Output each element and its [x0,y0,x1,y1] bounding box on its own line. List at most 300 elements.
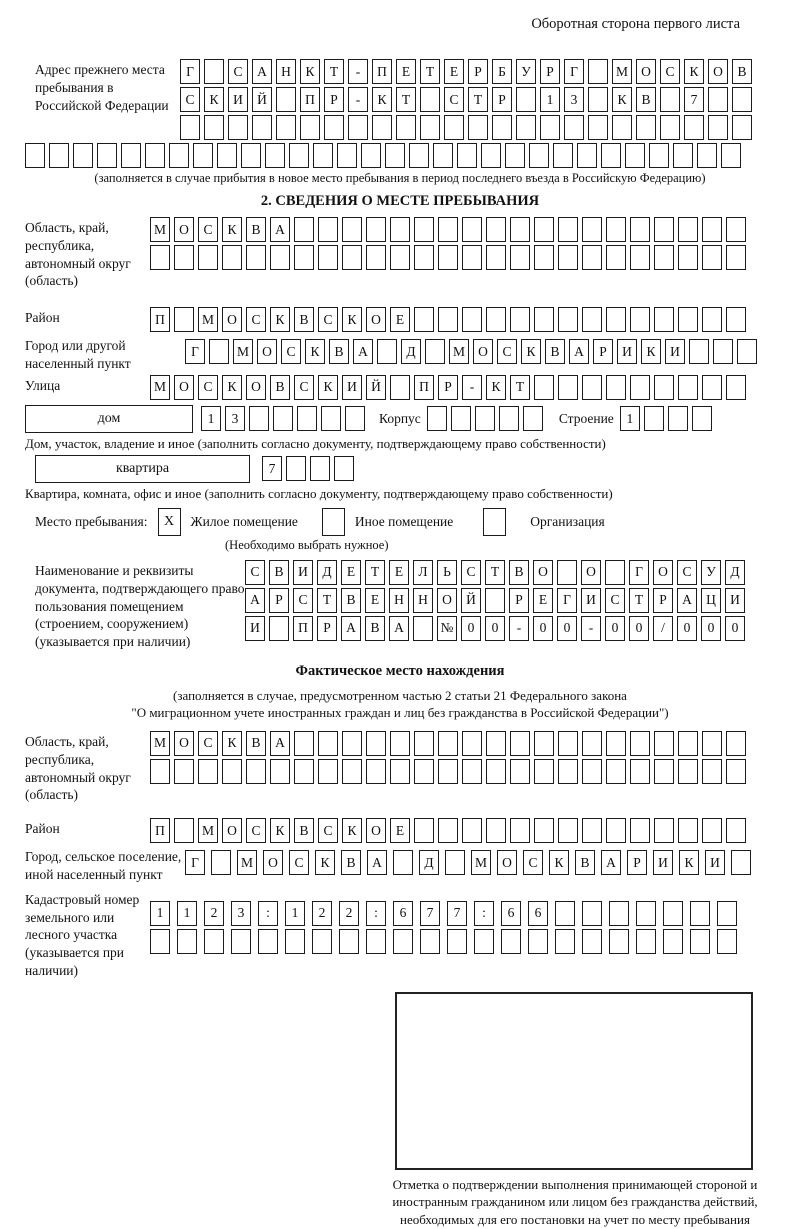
char-box[interactable]: Г [180,59,200,84]
char-box[interactable]: 1 [177,901,197,926]
char-box[interactable] [588,115,608,140]
char-box[interactable] [339,929,359,954]
char-box[interactable] [726,818,746,843]
char-box[interactable] [342,245,362,270]
char-box[interactable]: Е [390,307,410,332]
char-box[interactable] [169,143,189,168]
char-box[interactable]: В [509,560,529,585]
char-box[interactable]: Е [444,59,464,84]
char-box[interactable] [654,818,674,843]
char-box[interactable]: К [222,731,242,756]
char-box[interactable]: 7 [684,87,704,112]
char-box[interactable] [409,143,429,168]
char-box[interactable] [438,759,458,784]
char-box[interactable]: В [732,59,752,84]
char-box[interactable] [505,143,525,168]
char-box[interactable] [438,307,458,332]
char-box[interactable] [654,217,674,242]
char-box[interactable] [231,929,251,954]
char-box[interactable]: К [612,87,632,112]
char-box[interactable]: С [677,560,697,585]
char-box[interactable]: Н [389,588,409,613]
char-box[interactable] [481,143,501,168]
char-box[interactable] [286,456,306,481]
char-box[interactable] [630,759,650,784]
char-box[interactable] [177,929,197,954]
char-box[interactable]: К [315,850,335,875]
char-box[interactable] [414,759,434,784]
char-box[interactable]: С [318,818,338,843]
char-box[interactable]: Р [653,588,673,613]
char-box[interactable]: С [497,339,517,364]
char-box[interactable]: С [245,560,265,585]
checkbox-inoe[interactable] [322,508,345,536]
char-box[interactable]: О [257,339,277,364]
char-box[interactable] [492,115,512,140]
char-box[interactable] [390,759,410,784]
char-box[interactable] [276,87,296,112]
char-box[interactable]: О [636,59,656,84]
char-box[interactable] [414,307,434,332]
char-box[interactable] [726,217,746,242]
char-box[interactable] [644,406,664,431]
char-box[interactable] [630,245,650,270]
char-box[interactable] [150,929,170,954]
char-box[interactable]: И [581,588,601,613]
char-box[interactable] [390,217,410,242]
char-box[interactable]: 1 [150,901,170,926]
char-box[interactable]: 0 [629,616,649,641]
char-box[interactable]: О [263,850,283,875]
char-box[interactable] [462,731,482,756]
char-box[interactable] [606,245,626,270]
char-box[interactable]: О [174,375,194,400]
char-box[interactable] [717,901,737,926]
char-box[interactable] [690,929,710,954]
char-box[interactable]: Р [509,588,529,613]
char-box[interactable] [348,115,368,140]
char-box[interactable]: К [521,339,541,364]
char-box[interactable] [252,115,272,140]
char-box[interactable]: К [270,818,290,843]
char-box[interactable] [312,929,332,954]
char-box[interactable] [366,217,386,242]
char-box[interactable] [516,87,536,112]
char-box[interactable]: Н [413,588,433,613]
char-box[interactable] [318,245,338,270]
char-box[interactable]: К [342,307,362,332]
char-box[interactable]: В [329,339,349,364]
char-box[interactable] [726,731,746,756]
char-box[interactable] [318,759,338,784]
char-box[interactable] [313,143,333,168]
char-box[interactable]: В [294,307,314,332]
char-box[interactable] [726,307,746,332]
char-box[interactable] [678,759,698,784]
char-box[interactable] [558,217,578,242]
char-box[interactable] [427,406,447,431]
char-box[interactable]: Е [390,818,410,843]
char-box[interactable] [501,929,521,954]
char-box[interactable] [433,143,453,168]
char-box[interactable] [702,759,722,784]
char-box[interactable] [462,245,482,270]
char-box[interactable]: О [708,59,728,84]
char-box[interactable]: О [222,307,242,332]
char-box[interactable] [174,818,194,843]
char-box[interactable]: Т [629,588,649,613]
char-box[interactable] [702,818,722,843]
char-box[interactable]: М [471,850,491,875]
char-box[interactable] [605,560,625,585]
char-box[interactable] [377,339,397,364]
char-box[interactable] [726,245,746,270]
char-box[interactable]: С [605,588,625,613]
char-box[interactable]: Р [438,375,458,400]
char-box[interactable]: 3 [231,901,251,926]
char-box[interactable] [528,929,548,954]
char-box[interactable] [294,245,314,270]
char-box[interactable] [690,901,710,926]
char-box[interactable] [438,217,458,242]
char-box[interactable] [609,929,629,954]
char-box[interactable] [534,217,554,242]
char-box[interactable]: В [341,850,361,875]
char-box[interactable]: Т [485,560,505,585]
char-box[interactable] [510,245,530,270]
char-box[interactable]: И [705,850,725,875]
char-box[interactable]: П [150,818,170,843]
char-box[interactable]: С [294,375,314,400]
char-box[interactable] [534,375,554,400]
char-box[interactable] [342,217,362,242]
char-box[interactable]: В [545,339,565,364]
char-box[interactable]: 1 [620,406,640,431]
char-box[interactable]: И [653,850,673,875]
char-box[interactable]: О [437,588,457,613]
char-box[interactable]: П [414,375,434,400]
char-box[interactable]: - [348,59,368,84]
char-box[interactable]: С [198,375,218,400]
char-box[interactable] [198,245,218,270]
char-box[interactable] [582,375,602,400]
char-box[interactable] [73,143,93,168]
char-box[interactable]: А [569,339,589,364]
char-box[interactable]: В [341,588,361,613]
char-box[interactable] [630,818,650,843]
char-box[interactable] [717,929,737,954]
char-box[interactable]: 2 [339,901,359,926]
char-box[interactable]: 6 [528,901,548,926]
char-box[interactable]: 0 [605,616,625,641]
char-box[interactable]: М [237,850,257,875]
char-box[interactable] [486,307,506,332]
char-box[interactable] [557,560,577,585]
char-box[interactable]: У [701,560,721,585]
char-box[interactable] [708,115,728,140]
char-box[interactable] [241,143,261,168]
char-box[interactable]: К [641,339,661,364]
char-box[interactable]: С [523,850,543,875]
char-box[interactable]: Ь [437,560,457,585]
char-box[interactable] [606,731,626,756]
char-box[interactable] [97,143,117,168]
char-box[interactable] [270,245,290,270]
char-box[interactable] [486,245,506,270]
char-box[interactable]: И [245,616,265,641]
char-box[interactable]: К [679,850,699,875]
char-box[interactable] [588,87,608,112]
char-box[interactable]: Р [540,59,560,84]
char-box[interactable] [447,929,467,954]
char-box[interactable] [294,217,314,242]
char-box[interactable] [445,850,465,875]
char-box[interactable] [553,143,573,168]
char-box[interactable]: Р [317,616,337,641]
char-box[interactable]: Е [389,560,409,585]
char-box[interactable] [654,245,674,270]
char-box[interactable] [606,375,626,400]
char-box[interactable]: Н [276,59,296,84]
char-box[interactable] [121,143,141,168]
char-box[interactable]: П [293,616,313,641]
char-box[interactable] [211,850,231,875]
char-box[interactable]: В [269,560,289,585]
char-box[interactable]: / [653,616,673,641]
char-box[interactable] [606,307,626,332]
checkbox-zhiloe[interactable]: X [158,508,181,536]
char-box[interactable]: Т [324,59,344,84]
char-box[interactable] [499,406,519,431]
char-box[interactable] [689,339,709,364]
char-box[interactable] [510,731,530,756]
char-box[interactable]: С [281,339,301,364]
char-box[interactable]: Г [557,588,577,613]
char-box[interactable] [582,818,602,843]
char-box[interactable]: К [305,339,325,364]
char-box[interactable] [558,731,578,756]
char-box[interactable]: С [660,59,680,84]
char-box[interactable]: С [293,588,313,613]
char-box[interactable]: - [581,616,601,641]
char-box[interactable] [345,406,365,431]
char-box[interactable]: К [549,850,569,875]
char-box[interactable] [393,929,413,954]
char-box[interactable] [222,759,242,784]
char-box[interactable] [385,143,405,168]
char-box[interactable] [582,731,602,756]
char-box[interactable] [582,901,602,926]
char-box[interactable] [414,731,434,756]
char-box[interactable] [555,901,575,926]
char-box[interactable]: 1 [285,901,305,926]
char-box[interactable] [534,818,554,843]
char-box[interactable]: Л [413,560,433,585]
char-box[interactable] [49,143,69,168]
char-box[interactable] [582,217,602,242]
char-box[interactable] [150,759,170,784]
char-box[interactable] [630,217,650,242]
char-box[interactable]: : [258,901,278,926]
char-box[interactable]: В [294,818,314,843]
char-box[interactable]: № [437,616,457,641]
char-box[interactable]: Р [593,339,613,364]
char-box[interactable]: 3 [225,406,245,431]
char-box[interactable] [630,731,650,756]
char-box[interactable]: А [601,850,621,875]
char-box[interactable]: 3 [564,87,584,112]
char-box[interactable]: В [270,375,290,400]
char-box[interactable] [534,245,554,270]
char-box[interactable] [462,307,482,332]
char-box[interactable]: 0 [701,616,721,641]
char-box[interactable] [372,115,392,140]
char-box[interactable] [721,143,741,168]
char-box[interactable] [516,115,536,140]
char-box[interactable] [678,217,698,242]
char-box[interactable]: Р [269,588,289,613]
char-box[interactable] [204,929,224,954]
char-box[interactable]: И [665,339,685,364]
char-box[interactable] [265,143,285,168]
char-box[interactable]: 0 [677,616,697,641]
char-box[interactable]: А [270,217,290,242]
char-box[interactable] [285,929,305,954]
char-box[interactable]: М [449,339,469,364]
char-box[interactable]: О [581,560,601,585]
char-box[interactable]: А [677,588,697,613]
char-box[interactable]: К [204,87,224,112]
char-box[interactable] [486,217,506,242]
char-box[interactable] [726,375,746,400]
char-box[interactable]: : [366,901,386,926]
char-box[interactable] [25,143,45,168]
char-box[interactable]: А [389,616,409,641]
char-box[interactable] [249,406,269,431]
char-box[interactable] [366,929,386,954]
char-box[interactable] [510,217,530,242]
char-box[interactable]: 0 [533,616,553,641]
char-box[interactable] [324,115,344,140]
char-box[interactable] [684,115,704,140]
char-box[interactable]: 7 [420,901,440,926]
char-box[interactable] [258,929,278,954]
char-box[interactable] [732,87,752,112]
char-box[interactable] [678,818,698,843]
char-box[interactable]: С [180,87,200,112]
char-box[interactable]: 0 [557,616,577,641]
char-box[interactable] [636,901,656,926]
char-box[interactable] [540,115,560,140]
kvartira-widebox[interactable]: квартира [35,455,250,483]
char-box[interactable]: И [228,87,248,112]
char-box[interactable]: С [444,87,464,112]
char-box[interactable]: Р [324,87,344,112]
char-box[interactable] [337,143,357,168]
char-box[interactable]: П [372,59,392,84]
char-box[interactable]: Е [533,588,553,613]
char-box[interactable]: Т [317,588,337,613]
char-box[interactable] [246,759,266,784]
char-box[interactable] [668,406,688,431]
char-box[interactable] [702,307,722,332]
char-box[interactable] [630,375,650,400]
char-box[interactable] [673,143,693,168]
char-box[interactable] [609,901,629,926]
char-box[interactable] [342,731,362,756]
char-box[interactable] [692,406,712,431]
char-box[interactable]: И [342,375,362,400]
char-box[interactable]: 2 [312,901,332,926]
char-box[interactable]: 6 [393,901,413,926]
char-box[interactable] [310,456,330,481]
char-box[interactable] [425,339,445,364]
char-box[interactable]: П [150,307,170,332]
char-box[interactable]: Г [185,850,205,875]
char-box[interactable] [297,406,317,431]
char-box[interactable]: В [246,731,266,756]
char-box[interactable] [150,245,170,270]
char-box[interactable] [606,759,626,784]
char-box[interactable] [534,307,554,332]
char-box[interactable] [678,245,698,270]
char-box[interactable]: Г [185,339,205,364]
char-box[interactable] [457,143,477,168]
char-box[interactable] [462,759,482,784]
char-box[interactable] [145,143,165,168]
char-box[interactable] [654,375,674,400]
char-box[interactable] [732,115,752,140]
char-box[interactable] [697,143,717,168]
char-box[interactable]: А [353,339,373,364]
char-box[interactable] [737,339,757,364]
checkbox-organizatsiya[interactable] [483,508,506,536]
char-box[interactable] [438,818,458,843]
dom-widebox[interactable]: дом [25,405,193,433]
char-box[interactable] [318,217,338,242]
char-box[interactable]: О [222,818,242,843]
char-box[interactable]: В [636,87,656,112]
char-box[interactable]: Д [401,339,421,364]
char-box[interactable] [462,818,482,843]
char-box[interactable]: С [318,307,338,332]
char-box[interactable] [276,115,296,140]
char-box[interactable] [577,143,597,168]
char-box[interactable] [649,143,669,168]
char-box[interactable] [246,245,266,270]
char-box[interactable] [361,143,381,168]
char-box[interactable]: В [246,217,266,242]
char-box[interactable] [174,759,194,784]
char-box[interactable]: К [222,217,242,242]
char-box[interactable]: Е [341,560,361,585]
char-box[interactable] [420,115,440,140]
char-box[interactable] [420,929,440,954]
char-box[interactable] [708,87,728,112]
char-box[interactable] [606,217,626,242]
char-box[interactable]: Т [396,87,416,112]
char-box[interactable]: О [473,339,493,364]
char-box[interactable] [678,307,698,332]
char-box[interactable] [702,217,722,242]
char-box[interactable] [475,406,495,431]
char-box[interactable] [451,406,471,431]
char-box[interactable]: М [150,217,170,242]
char-box[interactable]: 1 [540,87,560,112]
char-box[interactable]: Б [492,59,512,84]
char-box[interactable]: К [372,87,392,112]
char-box[interactable]: Ц [701,588,721,613]
